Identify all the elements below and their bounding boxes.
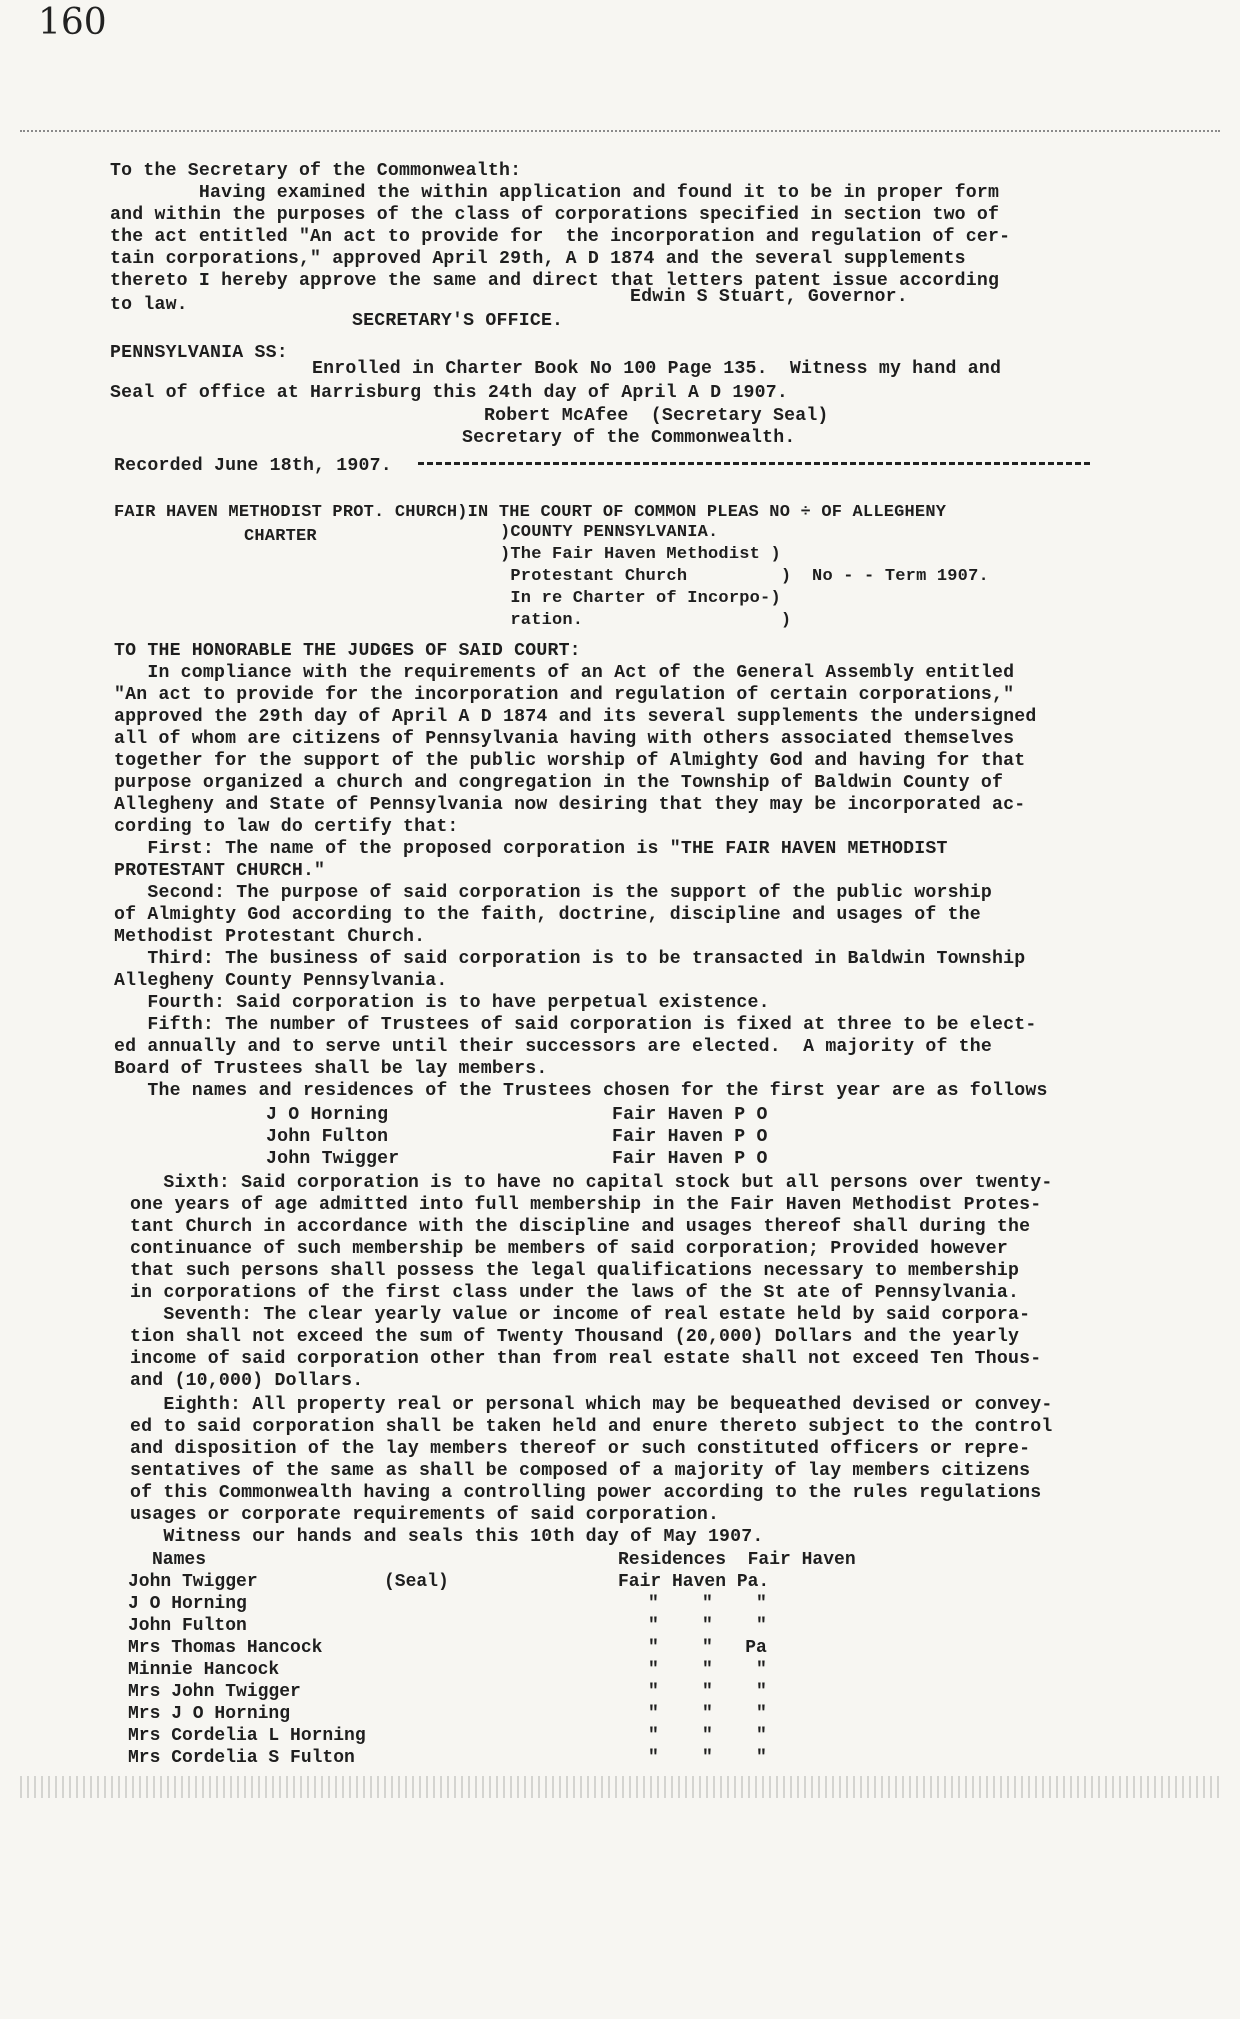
- seal-label: (Seal): [384, 1572, 449, 1592]
- petition-line: together for the support of the public worship of Almighty God and having for that: [114, 751, 1026, 771]
- approval-line: Seal of office at Harrisburg this 24th day of April A D 1907.: [110, 383, 788, 403]
- top-divider: [20, 130, 1220, 132]
- petition-line: purpose organized a church and congregation in the Township of Baldwin County of: [114, 773, 1004, 793]
- signer-residence: " " Pa: [648, 1638, 767, 1658]
- article-eighth: Eighth: All property real or personal which may be bequeathed devised or convey-: [130, 1395, 1053, 1415]
- petition-line: Methodist Protestant Church.: [114, 927, 426, 947]
- names-header: Names: [152, 1550, 207, 1570]
- residences-header: Residences Fair Haven: [618, 1550, 856, 1570]
- caption-county: )COUNTY PENNSYLVANIA.: [500, 523, 719, 542]
- signer-name: Mrs Cordelia L Horning: [128, 1726, 366, 1746]
- petition-line: usages or corporate requirements of said corporation.: [130, 1505, 720, 1525]
- caption-party: FAIR HAVEN METHODIST PROT. CHURCH)IN THE COURT OF COMMON PLEAS NO ÷ OF ALLEGHENY: [114, 503, 947, 522]
- signer-residence: " " ": [648, 1594, 767, 1614]
- petition-line: one years of age admitted into full membership in the Fair Haven Methodist Protes-: [130, 1195, 1042, 1215]
- petition-line: approved the 29th day of April A D 1874 and its several supplements the undersigned: [114, 707, 1037, 727]
- approval-line: tain corporations," approved April 29th, A D 1874 and the several supplements: [110, 249, 966, 269]
- petition-line: Allegheny County Pennsylvania.: [114, 971, 448, 991]
- petition-line: sentatives of the same as shall be composed of a majority of lay members citizens: [130, 1461, 1031, 1481]
- petition-line: and disposition of the lay members thereof or such constituted officers or repre-: [130, 1439, 1031, 1459]
- petition-line: "An act to provide for the incorporation and regulation of certain corporations,": [114, 685, 1015, 705]
- signer-name: J O Horning: [128, 1594, 247, 1614]
- petition-line: of this Commonwealth having a controlling power according to the rules regulations: [130, 1483, 1042, 1503]
- approval-line: the act entitled "An act to provide for the incorporation and regulation of cer-: [110, 227, 1011, 247]
- article-first: First: The name of the proposed corporation is "THE FAIR HAVEN METHODIST: [114, 839, 948, 859]
- trustee-residence: Fair Haven P O: [612, 1149, 768, 1169]
- approval-line: To the Secretary of the Commonwealth:: [110, 161, 522, 181]
- signer-residence: " " ": [648, 1704, 767, 1724]
- petition-line: that such persons shall possess the legal qualifications necessary to membership: [130, 1261, 1020, 1281]
- petition-line: Board of Trustees shall be lay members.: [114, 1059, 548, 1079]
- signer-residence: " " ": [648, 1682, 767, 1702]
- article-third: Third: The business of said corporation is to be transacted in Baldwin Township: [114, 949, 1026, 969]
- signer-name: Mrs John Twigger: [128, 1682, 301, 1702]
- scan-edge-noise: [20, 1776, 1220, 1798]
- article-sixth: Sixth: Said corporation is to have no capital stock but all persons over twenty-: [130, 1173, 1053, 1193]
- signer-residence: " " ": [648, 1616, 767, 1636]
- approval-line: to law.: [110, 295, 188, 315]
- section-divider: [418, 462, 1090, 465]
- venue-line: PENNSYLVANIA SS:: [110, 343, 288, 363]
- petition-line: income of said corporation other than from real estate shall not exceed Ten Thous-: [130, 1349, 1042, 1369]
- approval-line: Having examined the within application and found it to be in proper form: [110, 183, 1000, 203]
- petition-line: and (10,000) Dollars.: [130, 1371, 364, 1391]
- caption-line: In re Charter of Incorpo-): [500, 589, 781, 608]
- petition-line: of Almighty God according to the faith, doctrine, discipline and usages of the: [114, 905, 981, 925]
- article-second: Second: The purpose of said corporation is the support of the public worship: [114, 883, 993, 903]
- signer-name: John Fulton: [128, 1616, 247, 1636]
- petition-line: continuance of such membership be members of said corporation; Provided however: [130, 1239, 1009, 1259]
- caption-line: )The Fair Haven Methodist ): [500, 545, 781, 564]
- recorded-date: Recorded June 18th, 1907.: [114, 456, 392, 476]
- petition-line: tant Church in accordance with the discipline and usages thereof shall during the: [130, 1217, 1031, 1237]
- petition-line: PROTESTANT CHURCH.": [114, 861, 326, 881]
- petition-line: in corporations of the first class under the laws of the St ate of Pennsylvania.: [130, 1283, 1020, 1303]
- caption-charter-label: CHARTER: [244, 527, 317, 546]
- signer-name: Mrs Thomas Hancock: [128, 1638, 323, 1658]
- signer-name: John Twigger: [128, 1572, 258, 1592]
- petition-line: Allegheny and State of Pennsylvania now desiring that they may be incorporated ac-: [114, 795, 1026, 815]
- approval-line: Enrolled in Charter Book No 100 Page 135. Witness my hand and: [312, 359, 1002, 379]
- secretary-office-heading: SECRETARY'S OFFICE.: [352, 311, 564, 331]
- signer-name: Mrs J O Horning: [128, 1704, 291, 1724]
- witness-line: Witness our hands and seals this 10th day of May 1907.: [130, 1527, 764, 1547]
- page-number: 160: [38, 2, 107, 43]
- caption-line: ration. ): [500, 611, 792, 630]
- trustee-name: John Fulton: [266, 1127, 389, 1147]
- signer-residence: " " ": [648, 1660, 767, 1680]
- signer-name: Minnie Hancock: [128, 1660, 280, 1680]
- petition-line: tion shall not exceed the sum of Twenty Thousand (20,000) Dollars and the yearly: [130, 1327, 1020, 1347]
- petition-line: all of whom are citizens of Pennsylvania having with others associated themselves: [114, 729, 1015, 749]
- signer-residence: Fair Haven Pa.: [618, 1572, 770, 1592]
- petition-line: ed to said corporation shall be taken held and enure thereto subject to the control: [130, 1417, 1053, 1437]
- secretary-signature: Robert McAfee (Secretary Seal): [484, 406, 829, 426]
- secretary-title: Secretary of the Commonwealth.: [462, 428, 796, 448]
- signer-name: Mrs Cordelia S Fulton: [128, 1748, 355, 1768]
- signer-residence: " " ": [648, 1748, 767, 1768]
- signer-residence: " " ": [648, 1726, 767, 1746]
- trustee-name: John Twigger: [266, 1149, 400, 1169]
- trustee-residence: Fair Haven P O: [612, 1105, 768, 1125]
- petition-heading: TO THE HONORABLE THE JUDGES OF SAID COURT:: [114, 641, 581, 661]
- trustee-name: J O Horning: [266, 1105, 389, 1125]
- governor-signature: Edwin S Stuart, Governor.: [630, 287, 908, 307]
- trustee-residence: Fair Haven P O: [612, 1127, 768, 1147]
- approval-line: and within the purposes of the class of corporations specified in section two of: [110, 205, 1000, 225]
- petition-line: The names and residences of the Trustees chosen for the first year are as follows: [114, 1081, 1048, 1101]
- petition-line: ed annually and to serve until their successors are elected. A majority of the: [114, 1037, 993, 1057]
- article-seventh: Seventh: The clear yearly value or income of real estate held by said corpora-: [130, 1305, 1031, 1325]
- approval-line: thereto I hereby approve the same and direct that letters patent issue according: [110, 271, 1000, 291]
- article-fourth: Fourth: Said corporation is to have perpetual existence.: [114, 993, 770, 1013]
- caption-line: Protestant Church ) No - - Term 1907.: [500, 567, 989, 586]
- article-fifth: Fifth: The number of Trustees of said corporation is fixed at three to be elect-: [114, 1015, 1037, 1035]
- petition-line: In compliance with the requirements of an Act of the General Assembly entitled: [114, 663, 1015, 683]
- petition-line: cording to law do certify that:: [114, 817, 459, 837]
